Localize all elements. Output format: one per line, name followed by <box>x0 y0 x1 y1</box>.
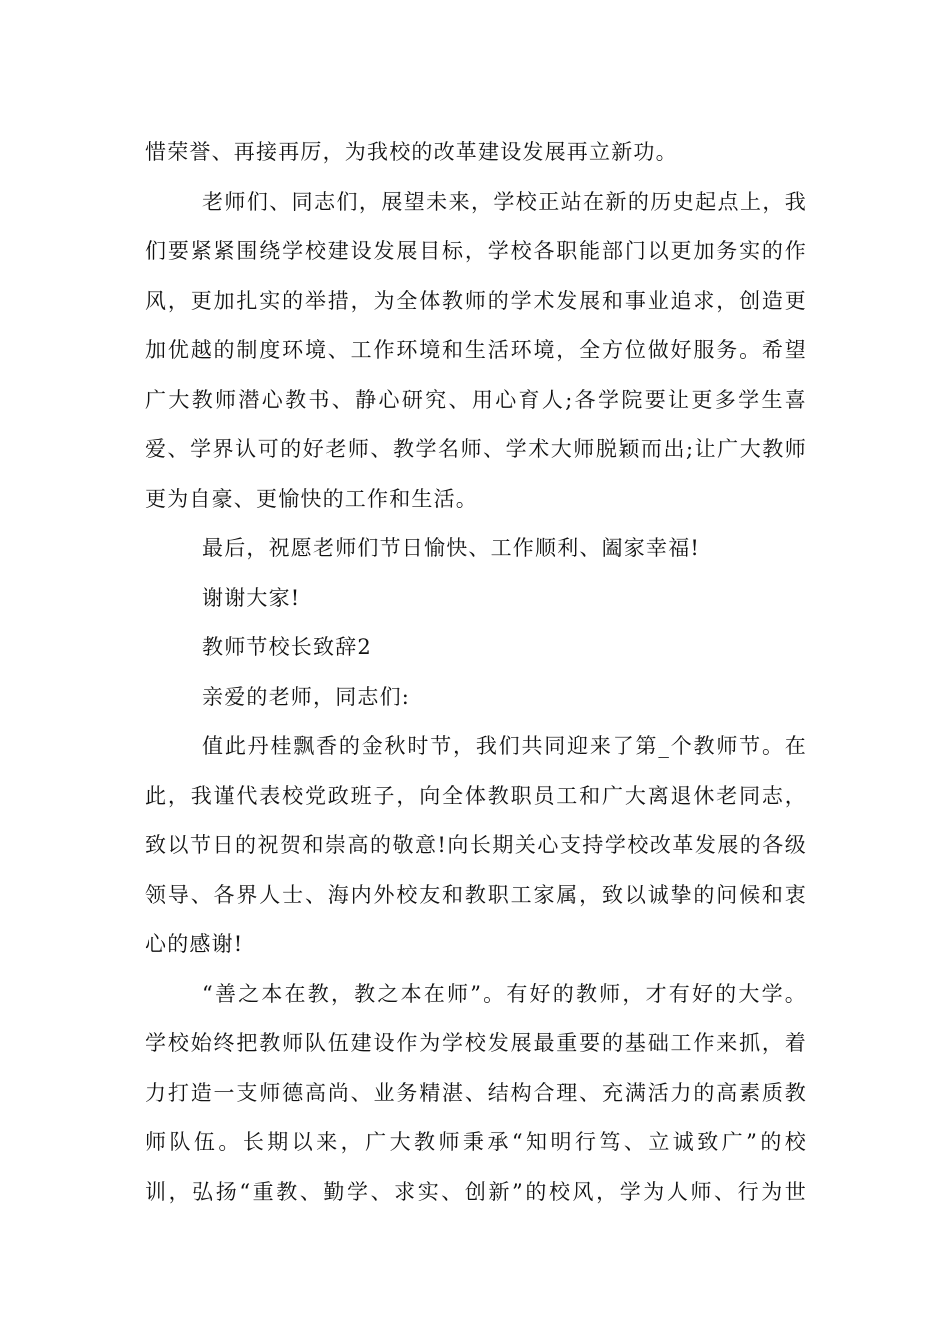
text-line: 此，我谨代表校党政班子，向全体教职员工和广大离退休老同志， <box>145 783 807 808</box>
text-line: 心的感谢! <box>145 932 244 956</box>
text-line: 老师们、同志们，展望未来，学校正站在新的历史起点上，我 <box>202 189 807 214</box>
text-line: 风，更加扎实的举措，为全体教师的学术发展和事业追求，创造更 <box>145 288 807 313</box>
text-line: 更为自豪、更愉快的工作和生活。 <box>145 486 478 511</box>
text-line: 值此丹桂飘香的金秋时节，我们共同迎来了第_个教师节。在 <box>202 734 807 758</box>
text-line: 广大教师潜心教书、静心研究、用心育人;各学院要让更多学生喜 <box>145 387 807 412</box>
text-line: 领导、各界人士、海内外校友和教职工家属，致以诚挚的问候和衷 <box>145 882 807 907</box>
document-body <box>145 128 807 1217</box>
text-line: 加优越的制度环境、工作环境和生活环境，全方位做好服务。希望 <box>145 338 807 362</box>
text-line: 致以节日的祝贺和崇高的敬意!向长期关心支持学校改革发展的各级 <box>145 833 807 857</box>
text-line: 惜荣誉、再接再厉，为我校的改革建设发展再立新功。 <box>145 140 678 164</box>
text-line: 们要紧紧围绕学校建设发展目标，学校各职能部门以更加务实的作 <box>145 239 807 263</box>
text-line: 力打造一支师德高尚、业务精湛、结构合理、充满活力的高素质教 <box>145 1080 807 1105</box>
text-line: 最后，祝愿老师们节日愉快、工作顺利、阖家幸福! <box>202 536 701 560</box>
text-line: “善之本在教，教之本在师”。有好的教师，才有好的大学。 <box>202 981 807 1006</box>
text-line: 师队伍。长期以来，广大教师秉承“知明行笃、立诚致广”的校 <box>145 1130 807 1154</box>
text-line: 学校始终把教师队伍建设作为学校发展最重要的基础工作来抓，着 <box>145 1031 807 1055</box>
text-line: 爱、学界认可的好老师、教学名师、学术大师脱颖而出;让广大教师 <box>145 437 807 461</box>
text-line: 教师节校长致辞2 <box>202 635 372 659</box>
text-line: 训，弘扬“重教、勤学、求实、创新”的校风，学为人师、行为世 <box>145 1179 807 1204</box>
text-line: 谢谢大家! <box>202 585 301 610</box>
text-line: 亲爱的老师，同志们: <box>202 684 411 709</box>
